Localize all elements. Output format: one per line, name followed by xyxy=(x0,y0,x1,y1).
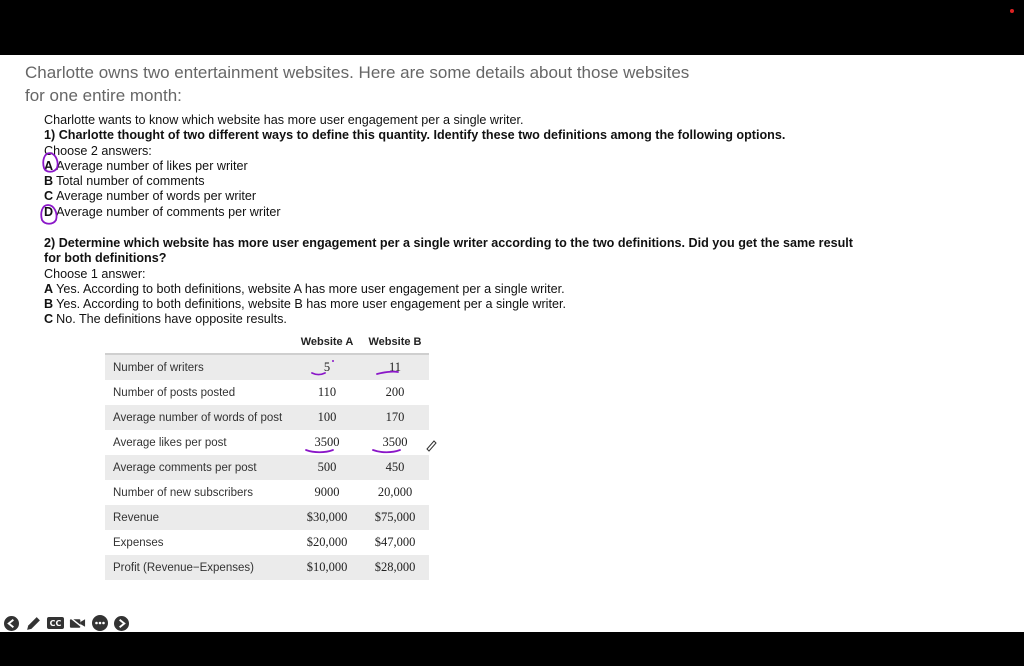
forward-arrow-icon[interactable] xyxy=(113,615,130,632)
row-label: Average likes per post xyxy=(113,436,227,449)
option-1d[interactable]: D Average number of comments per writer xyxy=(44,204,281,219)
header-blank xyxy=(105,331,293,354)
question-1-intro: Charlotte wants to know which website has more user engagement per a single writer. xyxy=(44,113,524,127)
row-label: Average number of words of post xyxy=(105,405,293,430)
problem-headline xyxy=(25,61,785,107)
website-b-value: 170 xyxy=(361,405,429,430)
header-website-a: Website A xyxy=(300,336,354,348)
table-row xyxy=(105,555,429,580)
website-a-value: 9000 xyxy=(314,485,340,499)
question-2-prompt-line-2: for both definitions? xyxy=(44,251,167,266)
option-2a[interactable]: A Yes. According to both definitions, website A has more user engagement per a single writer. xyxy=(44,281,565,296)
playback-controls xyxy=(0,612,130,634)
row-label: Revenue xyxy=(105,505,293,530)
question-1 xyxy=(44,113,864,220)
website-a-value: 3500 xyxy=(314,435,340,449)
row-label: Profit (Revenue−Expenses) xyxy=(105,555,293,580)
top-black-bar xyxy=(0,0,1024,55)
option-2c[interactable]: C No. The definitions have opposite results. xyxy=(44,312,287,327)
pencil-icon[interactable] xyxy=(25,615,42,632)
website-a-value: 110 xyxy=(317,385,337,399)
website-a-value: $10,000 xyxy=(293,555,361,580)
headline-line-2: for one entire month: xyxy=(25,86,182,105)
row-label: Average comments per post xyxy=(105,455,293,480)
website-b-value: 11 xyxy=(361,354,429,380)
row-label: Expenses xyxy=(113,536,164,549)
website-b-value: 20,000 xyxy=(377,485,413,499)
table-row xyxy=(105,480,429,505)
website-b-value: 450 xyxy=(361,455,429,480)
website-a-value: 100 xyxy=(293,405,361,430)
website-a-value: $30,000 xyxy=(293,505,361,530)
website-b-value: $28,000 xyxy=(361,555,429,580)
table-row xyxy=(105,354,429,380)
row-label: Number of posts posted xyxy=(113,386,236,399)
website-a-value: $20,000 xyxy=(306,535,348,549)
website-b-value: $75,000 xyxy=(361,505,429,530)
row-label: Number of writers xyxy=(105,354,293,380)
option-1a[interactable]: A Average number of likes per writer xyxy=(44,158,248,173)
table-row xyxy=(105,405,429,430)
cc-icon[interactable] xyxy=(47,615,64,632)
option-1c[interactable]: C Average number of words per writer xyxy=(44,189,257,204)
table-row xyxy=(105,380,429,405)
website-b-value: $47,000 xyxy=(374,535,416,549)
table-row xyxy=(105,455,429,480)
back-arrow-icon[interactable] xyxy=(3,615,20,632)
option-1b[interactable]: B Total number of comments xyxy=(44,174,205,189)
table-row xyxy=(105,430,429,455)
option-2b[interactable]: B Yes. According to both definitions, website B has more user engagement per a single writer. xyxy=(44,297,566,312)
question-1-choose: Choose 2 answers: xyxy=(44,143,152,158)
question-2-choose: Choose 1 answer: xyxy=(44,266,146,281)
header-website-b: Website B xyxy=(368,336,422,348)
question-2-prompt-line-1: 2) Determine which website has more user engagement per a single writer according to the two definitions. Did you get the same result xyxy=(44,236,853,250)
question-1-prompt: 1) Charlotte thought of two different ways to define this quantity. Identify these two definitions among the following options. xyxy=(44,128,786,143)
website-data-table xyxy=(105,331,429,580)
headline-line-1: Charlotte owns two entertainment websites. Here are some details about those websites xyxy=(25,63,690,82)
more-icon[interactable] xyxy=(91,615,108,632)
table-row xyxy=(105,505,429,530)
recording-indicator xyxy=(1010,9,1014,13)
table-header-row xyxy=(105,331,429,354)
question-2 xyxy=(44,236,884,328)
cc-label: CC xyxy=(47,617,64,629)
whiteboard xyxy=(0,55,1024,632)
website-a-value: 5 xyxy=(293,354,361,380)
table-row xyxy=(105,530,429,555)
camera-off-icon[interactable] xyxy=(69,615,86,632)
bottom-black-bar xyxy=(0,632,1024,666)
website-b-value: 200 xyxy=(385,385,405,399)
row-label: Number of new subscribers xyxy=(113,486,253,499)
website-a-value: 500 xyxy=(293,455,361,480)
website-b-value: 3500 xyxy=(382,435,408,449)
